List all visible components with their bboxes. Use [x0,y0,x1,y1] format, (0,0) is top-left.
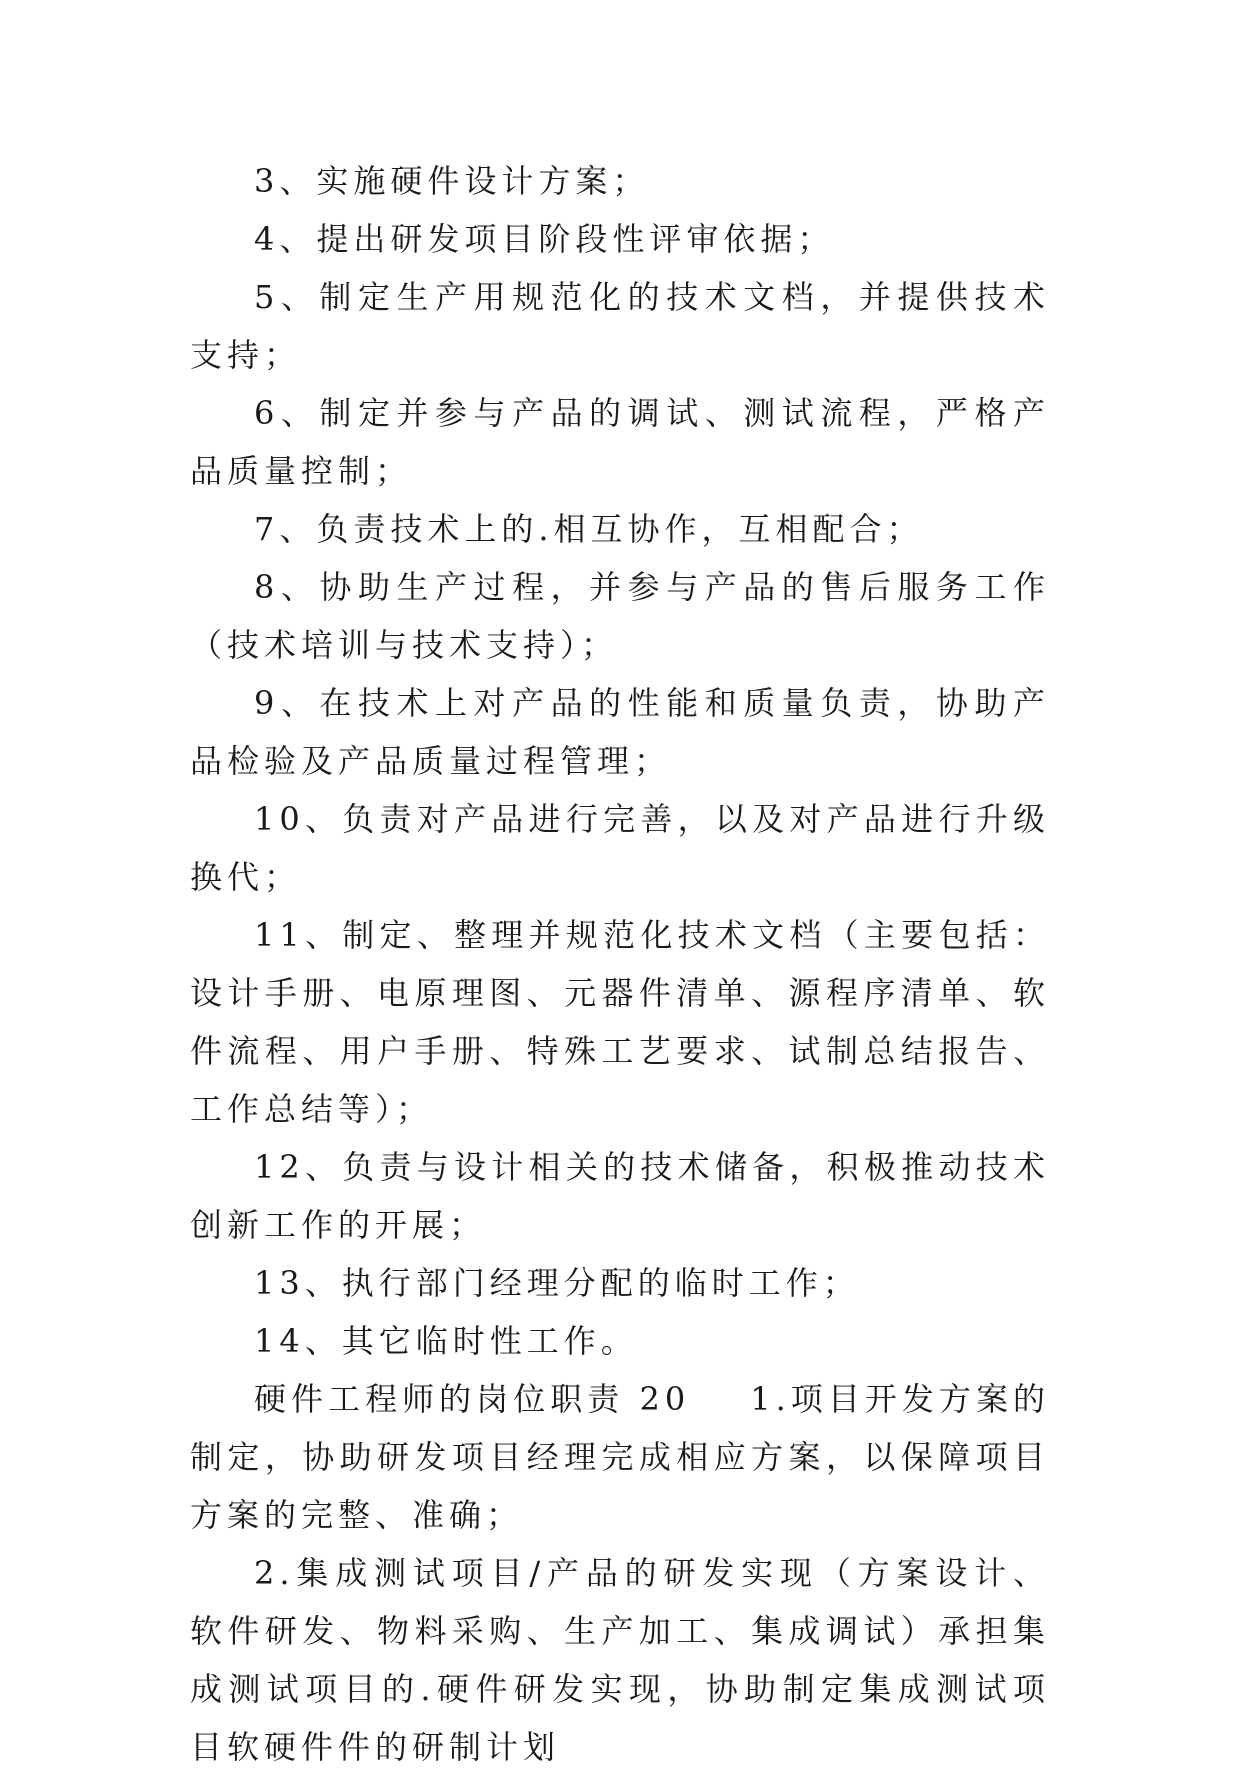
paragraph-project-dev: 2.集成测试项目/产品的研发实现（方案设计、软件研发、物料采购、生产加工、集成调试）承担集成测试项目的.硬件研发实现，协助制定集成测试项目软硬件件的研制计划 [190,1554,1050,1766]
paragraph-item-5: 5、制定生产用规范化的技术文档，并提供技术支持； [190,278,1050,374]
paragraph-item-6: 6、制定并参与产品的调试、测试流程，严格产品质量控制； [190,394,1050,490]
paragraph-item-14: 14、其它临时性工作。 [254,1322,638,1360]
paragraph-item-9: 9、在技术上对产品的性能和质量负责，协助产品检验及产品质量过程管理； [190,684,1050,780]
paragraph-item-13: 13、执行部门经理分配的临时工作； [254,1264,860,1302]
paragraph-item-7: 7、负责技术上的.相互协作，互相配合； [254,510,924,548]
paragraph-item-10: 10、负责对产品进行完善，以及对产品进行升级换代； [190,800,1050,896]
section-heading: 硬件工程师的岗位职责 20 [254,1380,691,1418]
section-first-text: 1.项目开发方案的制定，协助研发项目经理完成相应方案，以保障项目方案的完整、准确； [190,1380,1050,1534]
paragraph-item-11: 11、制定、整理并规范化技术文档（主要包括：设计手册、电原理图、元器件清单、源程序清单、软件流程、用户手册、特殊工艺要求、试制总结报告、工作总结等）； [190,916,1050,1128]
paragraph-item-8: 8、协助生产过程，并参与产品的售后服务工作（技术培训与技术支持）； [190,568,1050,664]
paragraph-item-4: 4、提出研发项目阶段性评审依据； [254,220,835,258]
document-page [190,152,1050,1776]
section-paragraph [190,1370,1050,1544]
paragraph-item-3: 3、实施硬件设计方案； [254,162,650,200]
paragraph-item-12: 12、负责与设计相关的技术储备，积极推动技术创新工作的开展； [190,1148,1050,1244]
